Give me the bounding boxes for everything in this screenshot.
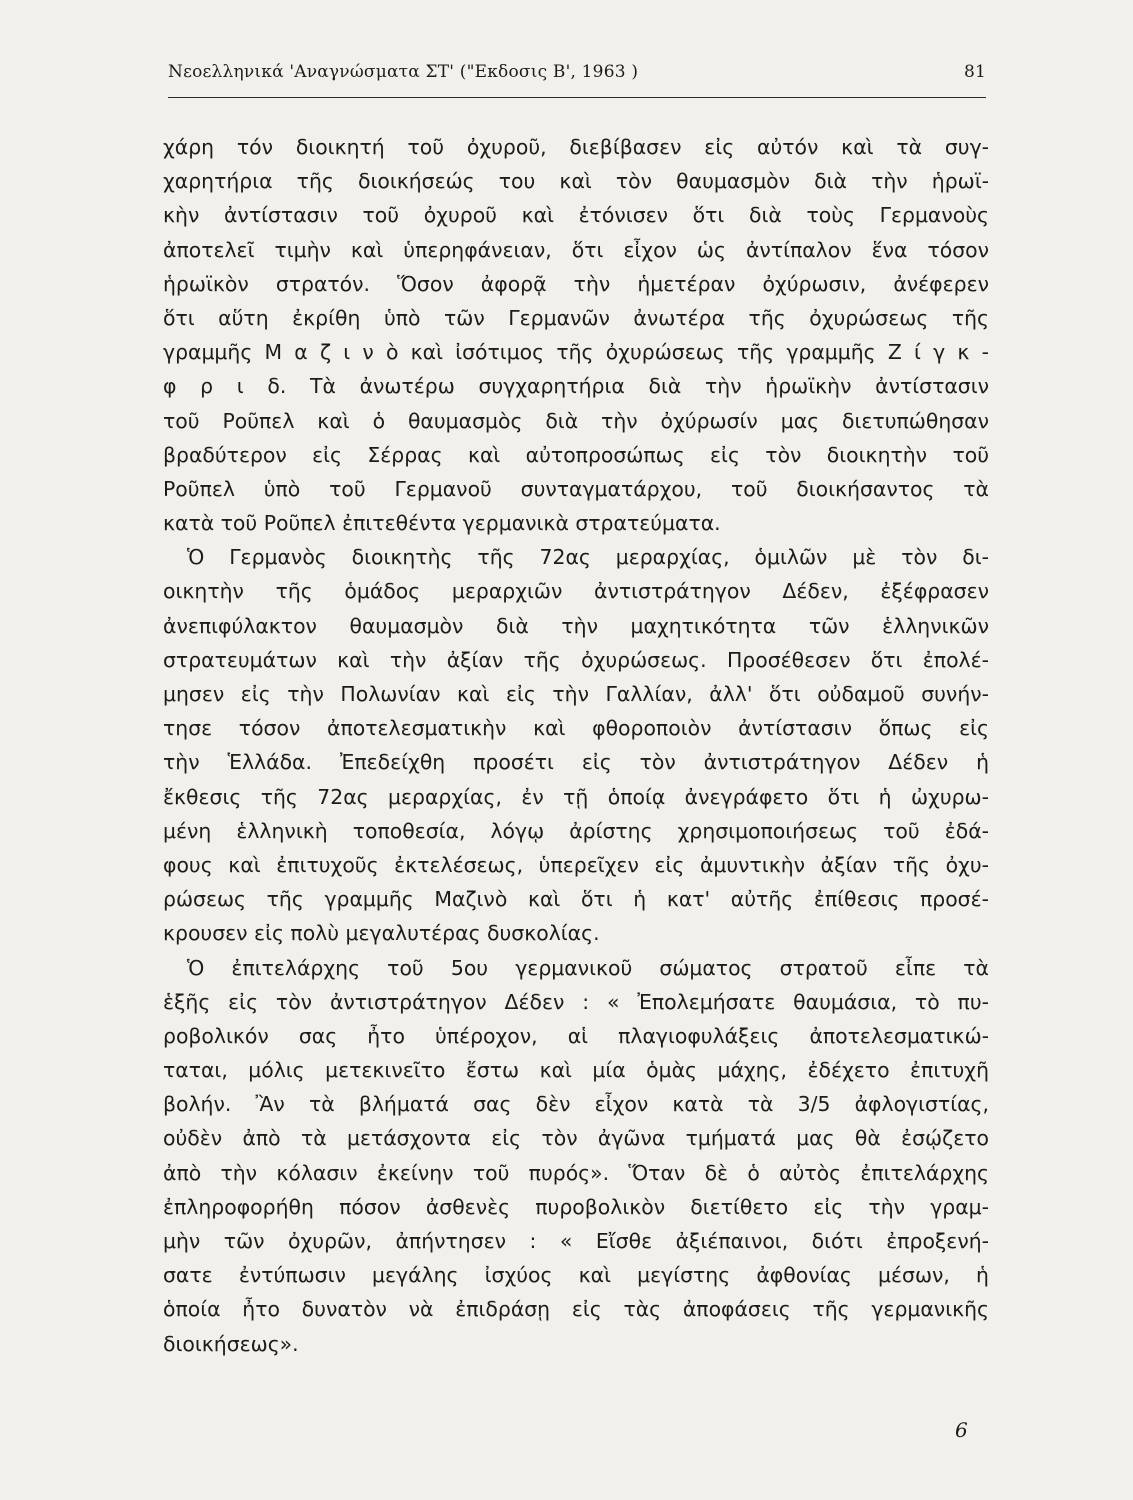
text-line: βολήν. Ἂν τὰ βλήματά σας δὲν εἶχον κατὰ τὰ 3/5 ἀφλογιστίας,: [163, 1092, 989, 1117]
paragraph-end-line: κρουσεν εἰς πολὺ μεγαλυτέρας δυσκολίας.: [163, 921, 600, 946]
text-line: ἐπληροφορήθη πόσον ἀσθενὲς πυροβολικὸν διετίθετο εἰς τὴν γραμ-: [163, 1194, 989, 1219]
text-line: τὴν Ἑλλάδα. Ἐπεδείχθη προσέτι εἰς τὸν ἀντιστράτηγον Δέδεν ἡ: [163, 750, 989, 775]
text-line: Ροῦπελ ὑπὸ τοῦ Γερμανοῦ συνταγματάρχου, τοῦ διοικήσαντος τὰ: [163, 476, 989, 501]
text-line: χάρη τόν διοικητή τοῦ ὀχυροῦ, διεβίβασεν εἰς αὐτόν καὶ τὰ συγ-: [163, 135, 989, 159]
paragraph-start-line: Ὁ Γερμανὸς διοικητὴς τῆς 72ας μεραρχίας, ὁμιλῶν μὲ τὸν δι-: [187, 545, 989, 570]
text-line: γραμμῆς Μ α ζ ι ν ὸ καὶ ἰσότιμος τῆς ὀχυρώσεως τῆς γραμμῆς Ζ ί γ κ -: [163, 340, 989, 365]
text-line: ἡρωϊκὸν στρατόν. Ὅσον ἀφορᾷ τὴν ἡμετέραν ὀχύρωσιν, ἀνέφερεν: [163, 271, 989, 296]
text-line: οὐδὲν ἀπὸ τὰ μετάσχοντα εἰς τὸν ἀγῶνα τμήματά μας θὰ ἐσῴζετο: [163, 1126, 989, 1151]
text-line: ὅτι αὕτη ἐκρίθη ὑπὸ τῶν Γερμανῶν ἀνωτέρα τῆς ὀχυρώσεως τῆς: [163, 305, 989, 330]
text-line: κὴν ἀντίστασιν τοῦ ὀχυροῦ καὶ ἐτόνισεν ὅτι διὰ τοὺς Γερμανοὺς: [163, 203, 989, 228]
paragraph-end-line: κατὰ τοῦ Ροῦπελ ἐπιτεθέντα γερμανικὰ στρατεύματα.: [163, 511, 721, 536]
text-line: σατε ἐντύπωσιν μεγάλης ἰσχύος καὶ μεγίστης ἀφθονίας μέσων, ἡ: [163, 1263, 989, 1288]
text-line: βραδύτερον εἰς Σέρρας καὶ αὐτοπροσώπως εἰς τὸν διοικητὴν τοῦ: [163, 442, 989, 467]
text-line: ἑξῆς εἰς τὸν ἀντιστράτηγον Δέδεν : « Ἐπολεμήσατε θαυμάσια, τὸ πυ-: [163, 989, 989, 1014]
text-line: ταται, μόλις μετεκινεῖτο ἔστω καὶ μία ὁμὰς μάχης, ἐδέχετο ἐπιτυχῆ: [163, 1058, 989, 1083]
text-line: μένη ἑλληνικὴ τοποθεσία, λόγῳ ἀρίστης χρησιμοποιήσεως τοῦ ἐδά-: [163, 818, 989, 843]
page-header: [168, 58, 986, 88]
text-line: φους καὶ ἐπιτυχοῦς ἐκτελέσεως, ὑπερεῖχεν εἰς ἀμυντικὴν ἀξίαν τῆς ὀχυ-: [163, 852, 989, 877]
text-line: χαρητήρια τῆς διοικήσεώς του καὶ τὸν θαυμασμὸν διὰ τὴν ἡρωϊ-: [163, 169, 989, 194]
text-line: ἀπὸ τὴν κόλασιν ἐκείνην τοῦ πυρός». Ὅταν δὲ ὁ αὐτὸς ἐπιτελάρχης: [163, 1160, 989, 1185]
running-title: Νεοελληνικά 'Αναγνώσματα ΣΤ' ("Εκδοσις Β', 1963 ): [168, 62, 639, 82]
text-line: μὴν τῶν ὀχυρῶν, ἀπήντησεν : « Εἴσθε ἀξιέπαινοι, διότι ἐπροξενή-: [163, 1229, 989, 1253]
text-line: ἀποτελεῖ τιμὴν καὶ ὑπερηφάνειαν, ὅτι εἶχον ὡς ἀντίπαλον ἕνα τόσον: [163, 237, 989, 262]
text-line: τοῦ Ροῦπελ καὶ ὁ θαυμασμὸς διὰ τὴν ὀχύρωσίν μας διετυπώθησαν: [163, 408, 989, 433]
paragraph-start-line: Ὁ ἐπιτελάρχης τοῦ 5ου γερμανικοῦ σώματος στρατοῦ εἶπε τὰ: [187, 955, 989, 980]
paragraph-end-line: διοικήσεως».: [163, 1331, 299, 1356]
text-line: μησεν εἰς τὴν Πολωνίαν καὶ εἰς τὴν Γαλλίαν, ἀλλ' ὅτι οὐδαμοῦ συνήν-: [163, 682, 989, 706]
page-number: 81: [963, 62, 986, 82]
text-line: ἔκθεσις τῆς 72ας μεραρχίας, ἐν τῇ ὁποίᾳ ἀνεγράφετο ὅτι ἡ ὠχυρω-: [163, 784, 989, 809]
text-line: τησε τόσον ἀποτελεσματικὴν καὶ φθοροποιὸν ἀντίστασιν ὅπως εἰς: [163, 716, 989, 741]
text-line: στρατευμάτων καὶ τὴν ἀξίαν τῆς ὀχυρώσεως. Προσέθεσεν ὅτι ἐπολέ-: [163, 647, 989, 672]
text-line: ὁποία ἦτο δυνατὸν νὰ ἐπιδράσῃ εἰς τὰς ἀποφάσεις τῆς γερμανικῆς: [163, 1297, 989, 1322]
text-line: φ ρ ι δ. Τὰ ἀνωτέρω συγχαρητήρια διὰ τὴν ἡρωϊκὴν ἀντίστασιν: [163, 374, 989, 399]
text-line: οικητὴν τῆς ὁμάδος μεραρχιῶν ἀντιστράτηγον Δέδεν, ἐξέφρασεν: [163, 579, 989, 604]
text-line: ροβολικόν σας ἦτο ὑπέροχον, αἱ πλαγιοφυλάξεις ἀποτελεσματικώ-: [163, 1023, 989, 1048]
signature-mark: 6: [955, 1418, 968, 1442]
header-rule: [168, 97, 986, 98]
body-text: [163, 130, 989, 1361]
text-line: ἀνεπιφύλακτον θαυμασμὸν διὰ τὴν μαχητικότητα τῶν ἑλληνικῶν: [163, 613, 989, 638]
text-line: ρώσεως τῆς γραμμῆς Μαζινὸ καὶ ὅτι ἡ κατ' αὐτῆς ἐπίθεσις προσέ-: [163, 887, 989, 912]
